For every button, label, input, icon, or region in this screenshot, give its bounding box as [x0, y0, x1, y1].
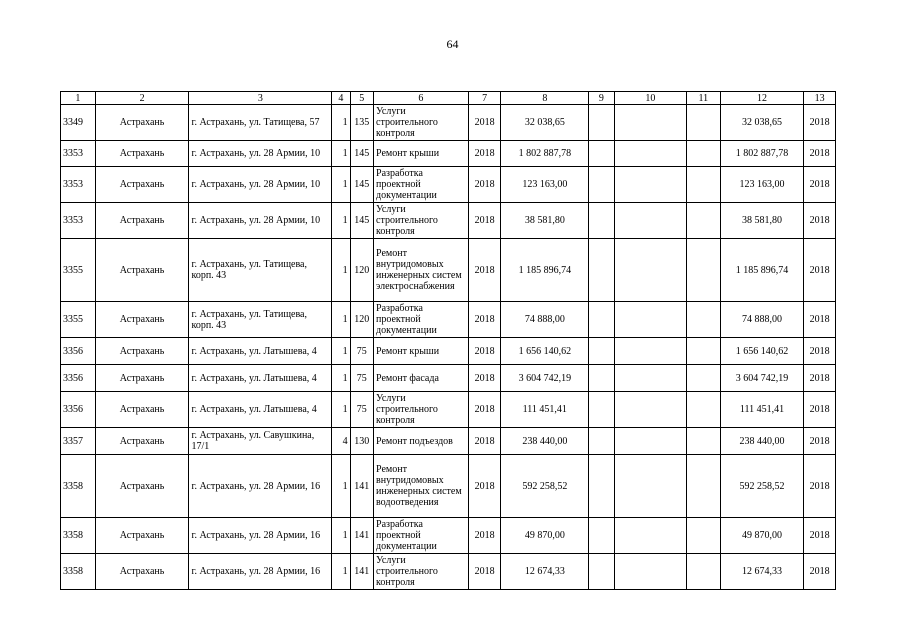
cell-city: Астрахань [95, 338, 189, 365]
cell-total: 38 581,80 [501, 203, 589, 239]
cell-c9 [589, 167, 614, 203]
cell-city: Астрахань [95, 518, 189, 554]
cell-c11 [687, 105, 721, 141]
table-row [61, 105, 836, 141]
cell-id: 3353 [61, 167, 96, 203]
cell-total: 74 888,00 [501, 302, 589, 338]
cell-year: 2018 [468, 428, 501, 455]
column-header-2: 2 [95, 92, 189, 105]
cell-c10 [614, 518, 686, 554]
cell-c5: 145 [350, 141, 373, 167]
cell-c11 [687, 455, 721, 518]
cell-c11 [687, 392, 721, 428]
cell-c4: 1 [332, 105, 350, 141]
cell-address: г. Астрахань, ул. 28 Армии, 16 [189, 455, 332, 518]
column-header-12: 12 [720, 92, 804, 105]
cell-work: Разработка проектной документации [374, 167, 469, 203]
cell-year: 2018 [468, 239, 501, 302]
cell-c10 [614, 392, 686, 428]
cell-year: 2018 [468, 105, 501, 141]
cell-work: Услуги строительного контроля [374, 105, 469, 141]
cell-year: 2018 [468, 365, 501, 392]
cell-c13: 2018 [804, 455, 836, 518]
cell-c10 [614, 428, 686, 455]
cell-c13: 2018 [804, 239, 836, 302]
cell-c4: 1 [332, 455, 350, 518]
cell-address: г. Астрахань, ул. 28 Армии, 10 [189, 141, 332, 167]
cell-c10 [614, 105, 686, 141]
cell-c12: 1 802 887,78 [720, 141, 804, 167]
cell-year: 2018 [468, 338, 501, 365]
column-header-4: 4 [332, 92, 350, 105]
cell-c9 [589, 203, 614, 239]
cell-c4: 1 [332, 167, 350, 203]
cell-c13: 2018 [804, 167, 836, 203]
header-row [61, 92, 836, 105]
cell-work: Ремонт подъездов [374, 428, 469, 455]
column-header-7: 7 [468, 92, 501, 105]
cell-work: Ремонт внутридомовых инженерных систем водоотведения [374, 455, 469, 518]
cell-city: Астрахань [95, 105, 189, 141]
table-row [61, 554, 836, 590]
cell-c13: 2018 [804, 141, 836, 167]
cell-address: г. Астрахань, ул. Татищева, 57 [189, 105, 332, 141]
cell-c13: 2018 [804, 518, 836, 554]
cell-work: Услуги строительного контроля [374, 203, 469, 239]
cell-city: Астрахань [95, 554, 189, 590]
table-row [61, 239, 836, 302]
cell-c10 [614, 203, 686, 239]
cell-c4: 1 [332, 203, 350, 239]
cell-c4: 1 [332, 365, 350, 392]
cell-c10 [614, 338, 686, 365]
cell-city: Астрахань [95, 365, 189, 392]
cell-work: Разработка проектной документации [374, 518, 469, 554]
cell-c11 [687, 302, 721, 338]
cell-id: 3358 [61, 455, 96, 518]
column-header-1: 1 [61, 92, 96, 105]
cell-city: Астрахань [95, 428, 189, 455]
cell-address: г. Астрахань, ул. 28 Армии, 16 [189, 518, 332, 554]
cell-work: Ремонт внутридомовых инженерных систем электроснабжения [374, 239, 469, 302]
cell-c9 [589, 428, 614, 455]
cell-total: 592 258,52 [501, 455, 589, 518]
cell-address: г. Астрахань, ул. Татищева, корп. 43 [189, 302, 332, 338]
cell-c10 [614, 455, 686, 518]
cell-city: Астрахань [95, 141, 189, 167]
cell-total: 111 451,41 [501, 392, 589, 428]
cell-city: Астрахань [95, 455, 189, 518]
cell-id: 3358 [61, 518, 96, 554]
cell-c10 [614, 554, 686, 590]
cell-c5: 141 [350, 455, 373, 518]
cell-address: г. Астрахань, ул. Татищева, корп. 43 [189, 239, 332, 302]
column-header-10: 10 [614, 92, 686, 105]
cell-c11 [687, 167, 721, 203]
cell-total: 1 656 140,62 [501, 338, 589, 365]
cell-c5: 130 [350, 428, 373, 455]
cell-c11 [687, 338, 721, 365]
cell-total: 1 185 896,74 [501, 239, 589, 302]
cell-id: 3355 [61, 302, 96, 338]
cell-c12: 3 604 742,19 [720, 365, 804, 392]
works-table [60, 91, 836, 590]
cell-c5: 120 [350, 239, 373, 302]
cell-year: 2018 [468, 167, 501, 203]
column-header-13: 13 [804, 92, 836, 105]
cell-year: 2018 [468, 141, 501, 167]
cell-c10 [614, 302, 686, 338]
cell-total: 32 038,65 [501, 105, 589, 141]
page-number: 64 [446, 37, 459, 51]
cell-year: 2018 [468, 455, 501, 518]
cell-id: 3358 [61, 554, 96, 590]
cell-id: 3356 [61, 392, 96, 428]
cell-address: г. Астрахань, ул. 28 Армии, 16 [189, 554, 332, 590]
cell-c9 [589, 239, 614, 302]
cell-total: 123 163,00 [501, 167, 589, 203]
cell-address: г. Астрахань, ул. Латышева, 4 [189, 338, 332, 365]
cell-c11 [687, 203, 721, 239]
cell-id: 3356 [61, 338, 96, 365]
cell-c9 [589, 455, 614, 518]
cell-c11 [687, 239, 721, 302]
cell-c11 [687, 365, 721, 392]
cell-c5: 120 [350, 302, 373, 338]
cell-address: г. Астрахань, ул. Латышева, 4 [189, 392, 332, 428]
cell-year: 2018 [468, 203, 501, 239]
cell-work: Ремонт крыши [374, 141, 469, 167]
table-row [61, 141, 836, 167]
cell-city: Астрахань [95, 302, 189, 338]
cell-c4: 1 [332, 518, 350, 554]
cell-c5: 75 [350, 338, 373, 365]
cell-c9 [589, 365, 614, 392]
cell-c5: 141 [350, 554, 373, 590]
table-row [61, 203, 836, 239]
cell-c4: 1 [332, 141, 350, 167]
column-header-6: 6 [374, 92, 469, 105]
cell-year: 2018 [468, 518, 501, 554]
cell-id: 3349 [61, 105, 96, 141]
cell-c4: 1 [332, 554, 350, 590]
cell-c13: 2018 [804, 392, 836, 428]
cell-c12: 1 656 140,62 [720, 338, 804, 365]
cell-total: 238 440,00 [501, 428, 589, 455]
cell-year: 2018 [468, 302, 501, 338]
column-header-3: 3 [189, 92, 332, 105]
cell-c12: 238 440,00 [720, 428, 804, 455]
column-header-8: 8 [501, 92, 589, 105]
cell-year: 2018 [468, 392, 501, 428]
table-row [61, 167, 836, 203]
cell-c9 [589, 141, 614, 167]
table-body [61, 105, 836, 590]
cell-id: 3355 [61, 239, 96, 302]
cell-total: 49 870,00 [501, 518, 589, 554]
cell-total: 1 802 887,78 [501, 141, 589, 167]
column-header-9: 9 [589, 92, 614, 105]
cell-c12: 32 038,65 [720, 105, 804, 141]
cell-c11 [687, 518, 721, 554]
cell-c5: 75 [350, 392, 373, 428]
table-row [61, 518, 836, 554]
cell-address: г. Астрахань, ул. 28 Армии, 10 [189, 203, 332, 239]
cell-c10 [614, 167, 686, 203]
cell-c9 [589, 302, 614, 338]
cell-id: 3353 [61, 141, 96, 167]
cell-c5: 141 [350, 518, 373, 554]
table-row [61, 428, 836, 455]
table-row [61, 302, 836, 338]
column-header-11: 11 [687, 92, 721, 105]
cell-c11 [687, 554, 721, 590]
cell-c12: 12 674,33 [720, 554, 804, 590]
cell-work: Ремонт крыши [374, 338, 469, 365]
cell-c12: 111 451,41 [720, 392, 804, 428]
cell-c12: 74 888,00 [720, 302, 804, 338]
cell-work: Ремонт фасада [374, 365, 469, 392]
cell-address: г. Астрахань, ул. Савушкина, 17/1 [189, 428, 332, 455]
cell-c9 [589, 105, 614, 141]
cell-c4: 1 [332, 302, 350, 338]
cell-c4: 1 [332, 338, 350, 365]
cell-c5: 145 [350, 167, 373, 203]
cell-c10 [614, 239, 686, 302]
table-row [61, 338, 836, 365]
cell-work: Разработка проектной документации [374, 302, 469, 338]
cell-c13: 2018 [804, 105, 836, 141]
cell-work: Услуги строительного контроля [374, 392, 469, 428]
cell-c4: 1 [332, 239, 350, 302]
table-row [61, 455, 836, 518]
cell-c5: 145 [350, 203, 373, 239]
cell-city: Астрахань [95, 392, 189, 428]
cell-c10 [614, 365, 686, 392]
cell-id: 3357 [61, 428, 96, 455]
cell-c5: 135 [350, 105, 373, 141]
cell-c9 [589, 554, 614, 590]
cell-id: 3353 [61, 203, 96, 239]
cell-work: Услуги строительного контроля [374, 554, 469, 590]
cell-c13: 2018 [804, 365, 836, 392]
cell-c5: 75 [350, 365, 373, 392]
cell-city: Астрахань [95, 203, 189, 239]
cell-c9 [589, 338, 614, 365]
cell-c13: 2018 [804, 428, 836, 455]
cell-c13: 2018 [804, 302, 836, 338]
cell-id: 3356 [61, 365, 96, 392]
cell-c11 [687, 428, 721, 455]
column-header-5: 5 [350, 92, 373, 105]
cell-c12: 592 258,52 [720, 455, 804, 518]
cell-c10 [614, 141, 686, 167]
cell-total: 12 674,33 [501, 554, 589, 590]
table-row [61, 365, 836, 392]
cell-c13: 2018 [804, 554, 836, 590]
cell-c12: 49 870,00 [720, 518, 804, 554]
cell-total: 3 604 742,19 [501, 365, 589, 392]
cell-address: г. Астрахань, ул. Латышева, 4 [189, 365, 332, 392]
cell-c9 [589, 518, 614, 554]
table-row [61, 392, 836, 428]
cell-c13: 2018 [804, 203, 836, 239]
cell-city: Астрахань [95, 239, 189, 302]
cell-c12: 123 163,00 [720, 167, 804, 203]
cell-c4: 4 [332, 428, 350, 455]
cell-c9 [589, 392, 614, 428]
cell-c12: 1 185 896,74 [720, 239, 804, 302]
cell-c11 [687, 141, 721, 167]
cell-c13: 2018 [804, 338, 836, 365]
cell-c4: 1 [332, 392, 350, 428]
cell-city: Астрахань [95, 167, 189, 203]
cell-address: г. Астрахань, ул. 28 Армии, 10 [189, 167, 332, 203]
cell-c12: 38 581,80 [720, 203, 804, 239]
cell-year: 2018 [468, 554, 501, 590]
